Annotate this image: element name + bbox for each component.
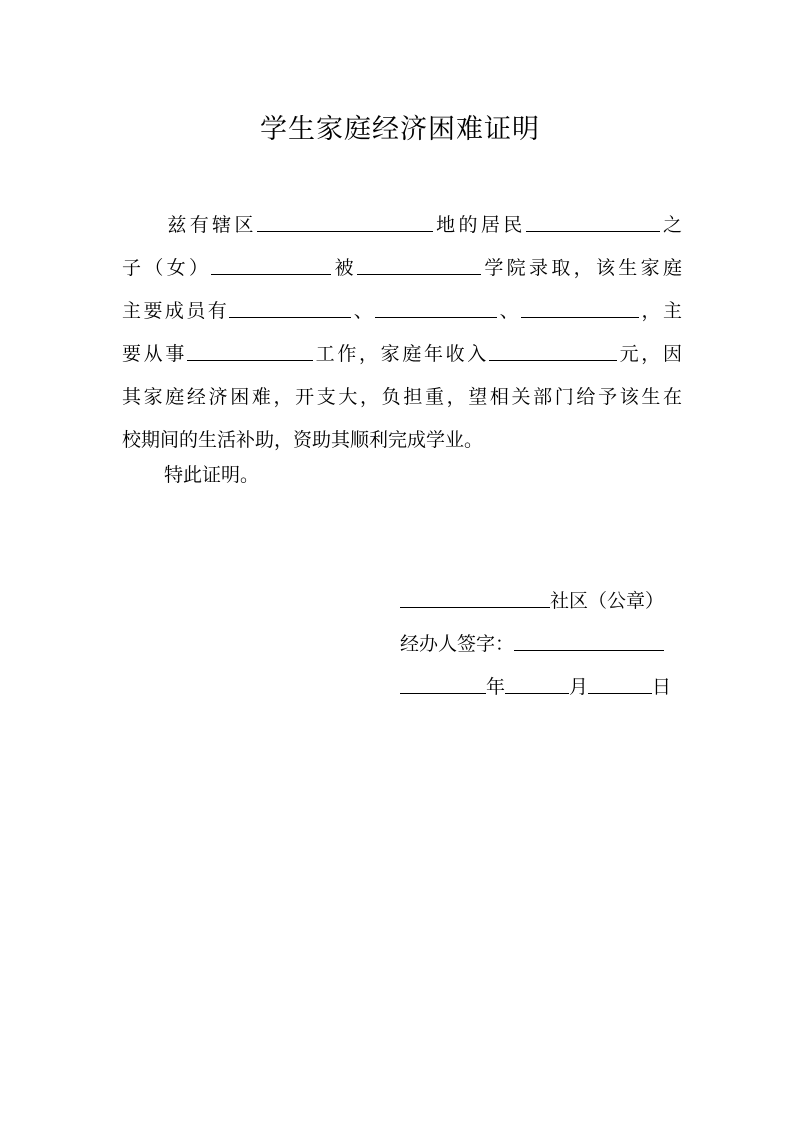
resident-name-blank[interactable] — [526, 207, 660, 232]
text-segment: 、 — [351, 300, 376, 322]
community-seal-label: 社区（公章） — [550, 590, 665, 612]
body-line-2 — [122, 247, 682, 290]
date-row — [400, 666, 680, 709]
text-segment: 元，因 — [616, 343, 682, 365]
closing-text: 特此证明。 — [164, 464, 260, 486]
text-segment: 主要成员有 — [122, 300, 230, 322]
text-segment: 地的居民 — [432, 214, 526, 236]
year-blank[interactable] — [400, 669, 486, 694]
text-segment: ，主 — [639, 300, 682, 322]
occupation-blank[interactable] — [187, 336, 313, 361]
day-label: 日 — [652, 676, 672, 698]
family-member-2-blank[interactable] — [375, 293, 497, 318]
text-segment: 学院录取，该生家庭 — [481, 257, 682, 279]
signature-block — [400, 580, 680, 709]
community-name-blank[interactable] — [400, 583, 550, 608]
body-line-6: 校期间的生活补助，资助其顺利完成学业。 — [122, 429, 484, 451]
document-title: 学生家庭经济困难证明 — [260, 114, 540, 145]
family-member-1-blank[interactable] — [229, 293, 351, 318]
text-segment: 子（女） — [122, 257, 212, 279]
text-segment: 、 — [497, 300, 522, 322]
text-segment: 工作，家庭年收入 — [313, 343, 489, 365]
body-line-5: 其家庭经济困难，开支大，负担重，望相关部门给予该生在 — [122, 386, 682, 408]
family-member-3-blank[interactable] — [521, 293, 639, 318]
handler-label: 经办人签字： — [400, 633, 515, 655]
body-line-3 — [122, 290, 682, 333]
community-seal-row — [400, 580, 680, 623]
text-segment: 之 — [659, 214, 682, 236]
body-line-1 — [122, 204, 682, 247]
closing-statement — [122, 454, 259, 497]
day-blank[interactable] — [588, 669, 652, 694]
body-line-4 — [122, 333, 682, 376]
month-label: 月 — [569, 676, 589, 698]
text-segment: 要从事 — [122, 343, 187, 365]
month-blank[interactable] — [505, 669, 569, 694]
year-label: 年 — [486, 676, 506, 698]
handler-signature-blank[interactable] — [514, 626, 664, 651]
text-segment: 被 — [331, 257, 357, 279]
college-name-blank[interactable] — [357, 250, 481, 275]
handler-signature-row — [400, 623, 680, 666]
district-blank[interactable] — [257, 207, 433, 232]
child-name-blank[interactable] — [211, 250, 331, 275]
certificate-body — [122, 204, 682, 462]
annual-income-blank[interactable] — [489, 336, 617, 361]
text-segment: 兹有辖区 — [164, 214, 257, 236]
